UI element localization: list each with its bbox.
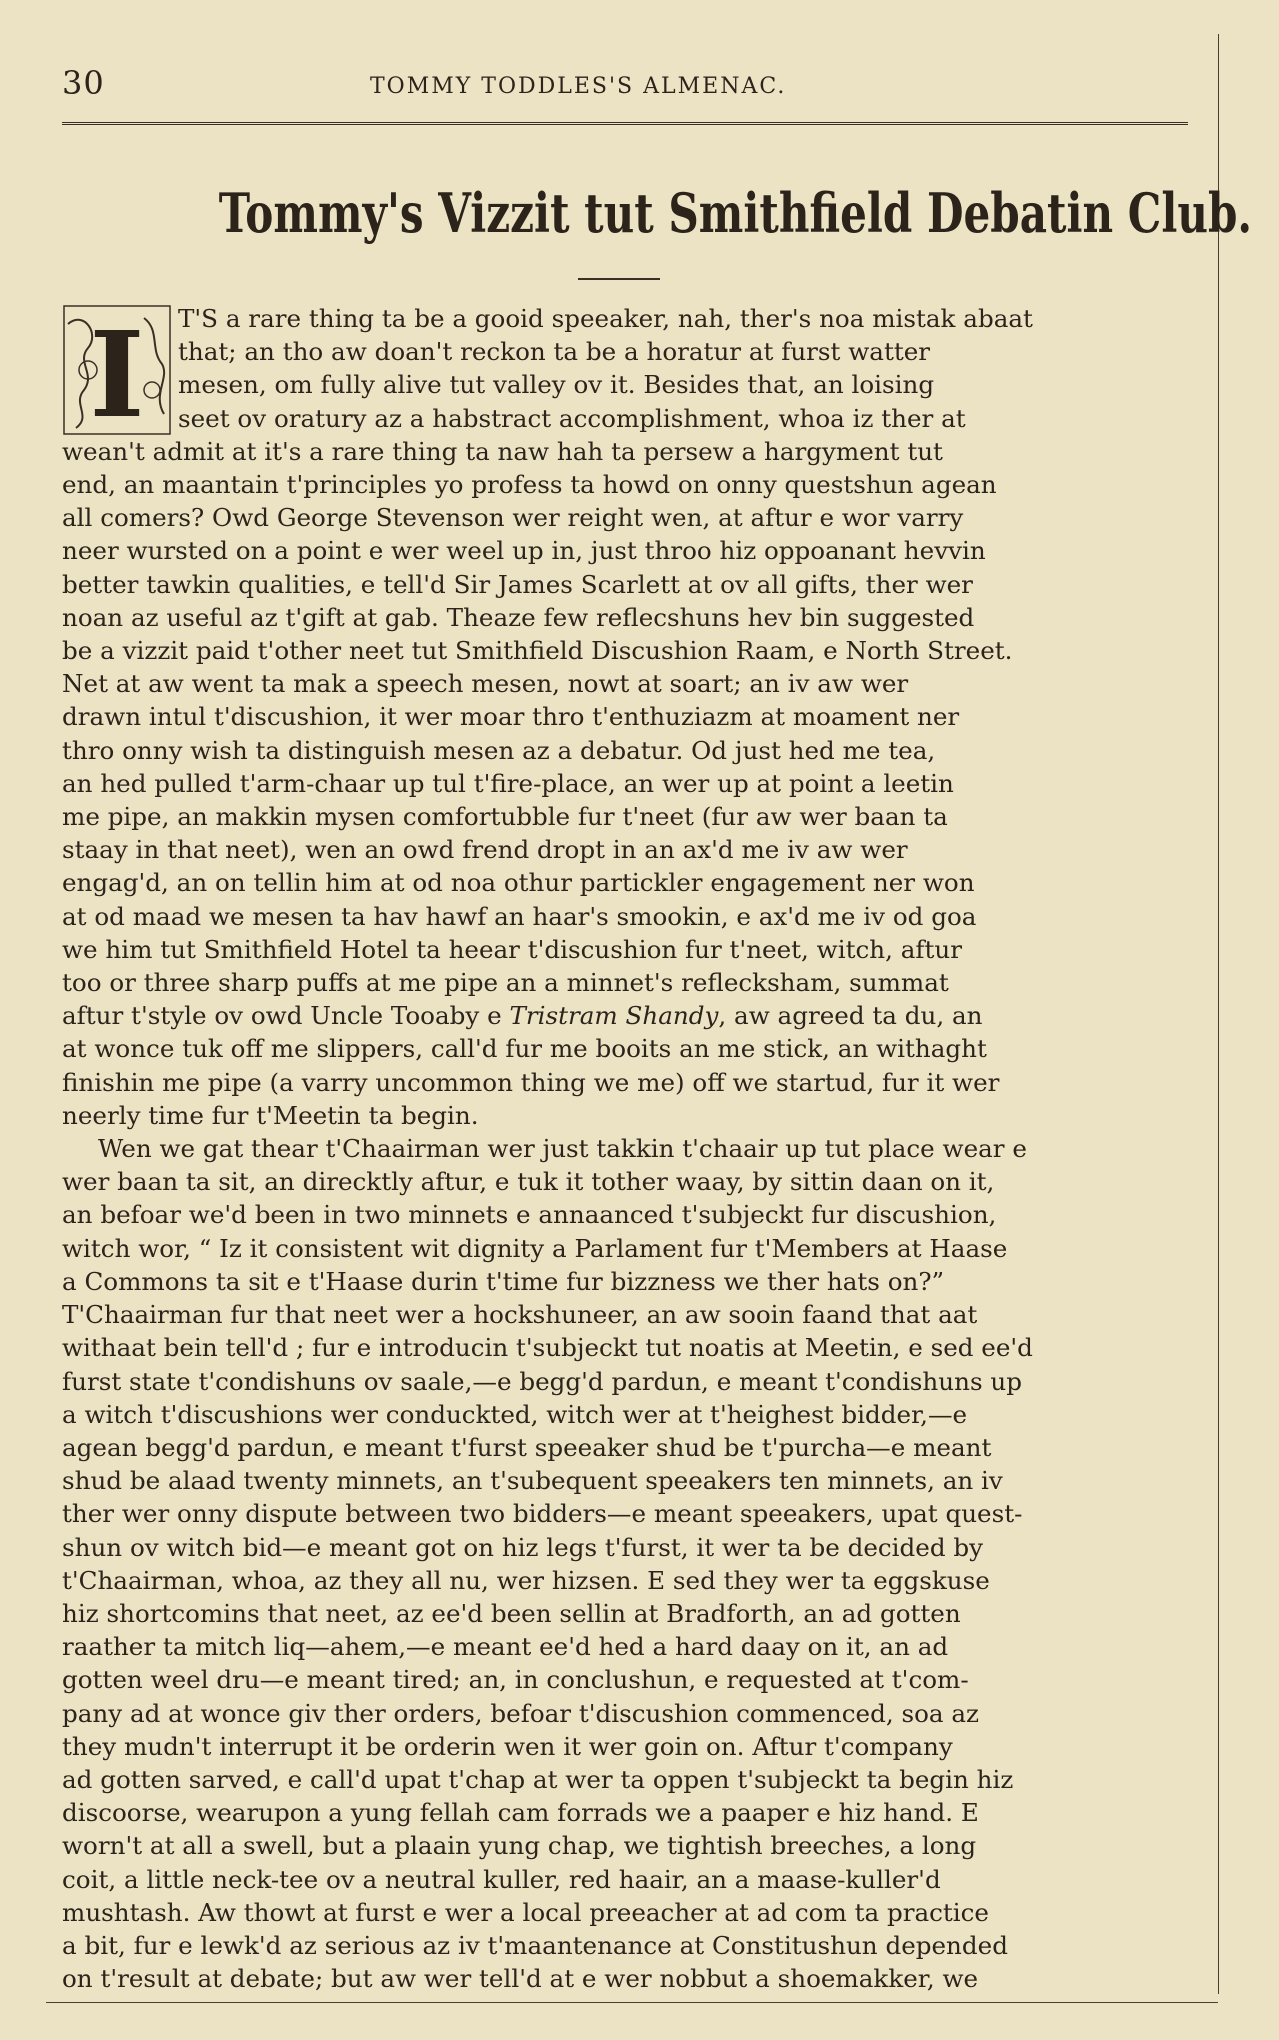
body-line: t'Chaairman, whoa, az they all nu, wer hizsen. E sed they wer ta eggskuse [62,1565,990,1595]
body-line: thro onny wish ta distinguish mesen az a debatur. Od just hed me tea, [62,735,936,765]
body-line: staay in that neet), wen an owd frend dropt in an ax'd me iv aw wer [62,835,908,865]
body-line-start: aftur t'style ov owd Uncle Tooaby e [62,1001,510,1031]
article-body [62,302,1206,1995]
body-line: at od maad we mesen ta hav hawf an haar's smookin, e ax'd me iv od goa [62,901,977,931]
body-line: seet ov oratury az a habstract accomplishment, whoa iz ther at [178,403,966,433]
body-line: withaat bein tell'd ; fur e introducin t'subjeckt tut noatis at Meetin, e sed ee'd [62,1333,1033,1363]
body-line: wer baan ta sit, an direcktly aftur, e tuk it tother waay, by sittin daan on it, [62,1167,995,1197]
body-line: Net at aw went ta mak a speech mesen, nowt at soart; an iv aw wer [62,669,909,699]
page-frame-bottom-rule [46,2002,1218,2003]
body-line: end, an maantain t'principles yo profess ta howd on onny questshun agean [62,470,997,500]
body-line-end: , aw agreed ta du, an [718,1001,983,1031]
body-line: wean't admit at it's a rare thing ta naw hah ta persew a hargyment tut [62,436,943,466]
body-line: coit, a little neck-tee ov a neutral kuller, red haair, an a maase-kuller'd [62,1864,941,1894]
body-line: furst state t'condishuns ov saale,—e begg'd pardun, e meant t'condishuns up [62,1366,1022,1396]
body-line: neerly time fur t'Meetin ta begin. [62,1100,479,1130]
body-line: we him tut Smithfield Hotel ta heear t'discushion fur t'neet, witch, aftur [62,934,962,964]
body-line: better tawkin qualities, e tell'd Sir James Scarlett at ov all gifts, ther wer [62,569,973,599]
body-line: be a vizzit paid t'other neet tut Smithfield Discushion Raam, e North Street. [62,636,1013,666]
body-line: Wen we gat thear t'Chaairman wer just takkin t'chaair up tut place wear e [98,1134,1027,1164]
body-line: a witch t'discushions wer conduckted, witch wer at t'heighest bidder,—e [62,1399,968,1429]
body-line: engag'd, an on tellin him at od noa othur partickler engagement ner won [62,868,975,898]
body-line: ad gotten sarved, e call'd upat t'chap at wer ta oppen t'subjeckt ta begin hiz [62,1764,1014,1794]
body-line-with-italic [62,999,1206,1032]
body-line: an hed pulled t'arm-chaar up tul t'fire-place, an wer up at point a leetin [62,768,954,798]
body-line: gotten weel dru—e meant tired; an, in conclushun, e requested at t'com- [62,1665,969,1695]
page-frame-right-rule [1218,34,1219,1994]
body-line: raather ta mitch liq—ahem,—e meant ee'd hed a hard daay on it, an ad [62,1632,949,1662]
body-line: hiz shortcomins that neet, az ee'd been sellin at Bradforth, an ad gotten [62,1598,961,1628]
page-number: 30 [62,64,105,102]
body-line: me pipe, an makkin mysen comfortubble fur t'neet (fur aw wer baan ta [62,802,948,832]
body-line: shun ov witch bid—e meant got on hiz legs t'furst, it wer ta be decided by [62,1532,984,1562]
body-line: witch wor, “ Iz it consistent wit dignity a Parlament fur t'Members at Haase [62,1233,1008,1263]
body-line: worn't at all a swell, but a plaain yung chap, we tightish breeches, a long [62,1831,977,1861]
body-line: neer wursted on a point e wer weel up in, just throo hiz oppoanant hevvin [62,536,986,566]
body-line: all comers? Owd George Stevenson wer reight wen, at aftur e wor varry [62,503,964,533]
body-line: mushtash. Aw thowt at furst e wer a local preeacher at ad com ta practice [62,1897,989,1927]
body-line: T'S a rare thing ta be a gooid speeaker, nah, ther's noa mistak abaat [178,304,1033,333]
body-line: discoorse, wearupon a yung fellah cam forrads we a paaper e hiz hand. E [62,1798,979,1828]
drop-cap-letter: I [89,305,145,436]
body-line: T'Chaairman fur that neet wer a hockshuneer, an aw sooin faand that aat [62,1300,978,1330]
body-line: that; an tho aw doan't reckon ta be a horatur at furst watter [178,337,931,367]
body-line: pany ad at wonce giv ther orders, befoar t'discushion commenced, soa az [62,1698,980,1728]
body-line: mesen, om fully alive tut valley ov it. Besides that, an loising [178,370,935,400]
body-line: agean begg'd pardun, e meant t'furst speeaker shud be t'purcha—e meant [62,1432,992,1462]
article-title: Tommy's Vizzit tut Smithfield Debatin Club. [218,181,1253,245]
body-line: a Commons ta sit e t'Haase durin t'time fur bizzness we ther hats on?” [62,1266,945,1296]
header-rule [62,122,1188,125]
body-line: drawn intul t'discushion, it wer moar thro t'enthuziazm at moament ner [62,702,960,732]
body-line: they mudn't interrupt it be orderin wen it wer goin on. Aftur t'company [62,1731,953,1761]
body-line: finishin me pipe (a varry uncommon thing we me) off we startud, fur it wer [62,1067,1000,1097]
body-line: ther wer onny dispute between two bidders—e meant speeakers, upat quest- [62,1499,1023,1529]
italic-book-title: Tristram Shandy [509,1001,719,1031]
body-line: noan az useful az t'gift at gab. Theaze few reflecshuns hev bin suggested [62,602,975,632]
running-title: TOMMY TODDLES'S ALMENAC. [370,74,787,99]
body-line: shud be alaad twenty minnets, an t'subequent speeakers ten minnets, an iv [62,1466,1003,1496]
body-line: too or three sharp puffs at me pipe an a minnet's reflecksham, summat [62,968,949,998]
body-line: an befoar we'd been in two minnets e annaanced t'subjeckt fur discushion, [62,1200,997,1230]
body-line: at wonce tuk off me slippers, call'd fur me booits an me stick, an withaght [62,1034,987,1064]
body-line: on t'result at debate; but aw wer tell'd at e wer nobbut a shoemakker, we [62,1964,979,1994]
body-line: a bit, fur e lewk'd az serious az iv t'maantenance at Constitushun depended [62,1930,1008,1960]
title-rule [578,278,660,280]
